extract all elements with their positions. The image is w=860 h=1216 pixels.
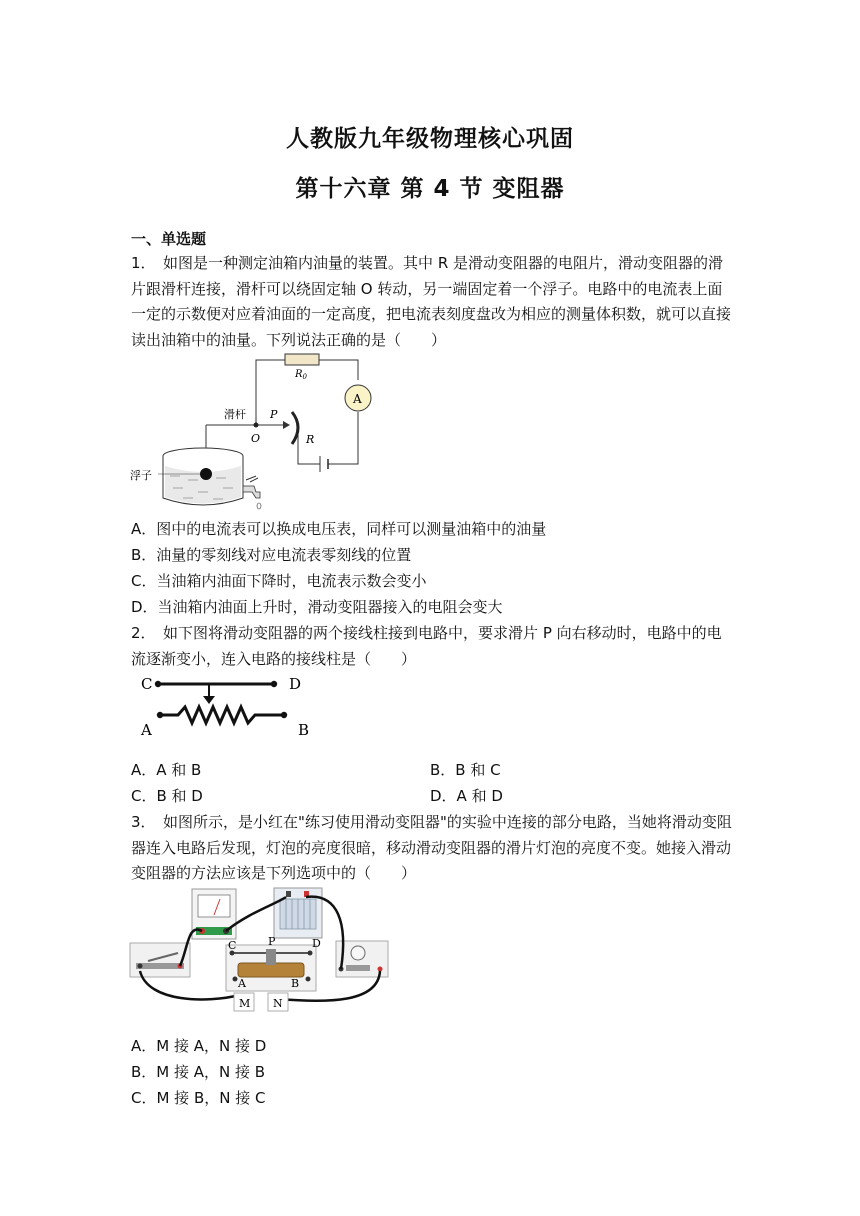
- ammeter-label: A: [353, 392, 362, 406]
- wire-m-label: M: [239, 997, 251, 1010]
- question-2-text: 2． 如下图将滑动变阻器的两个接线柱接到电路中，要求滑片 P 向右移动时，电路中的电流逐渐变小，连入电路的接线柱是（ ）: [131, 624, 722, 668]
- question-3-text: 3． 如图所示，是小红在"练习使用滑动变阻器"的实验中连接的部分电路，当她将滑动变阻器连入电路后发现，灯泡的亮度很暗，移动滑动变阻器的滑片灯泡的亮度不变。她接入滑动变阻器的方法应该是下列选项中的（ ）: [131, 813, 732, 882]
- q1-option-d: D．当油箱内油面上升时，滑动变阻器接入的电阻会变大: [131, 598, 503, 616]
- experiment-circuit-figure: [128, 883, 394, 1023]
- oil-gauge-figure: [128, 352, 388, 520]
- q3-option-a: A．M 接 A，N 接 D: [131, 1037, 267, 1055]
- terminal-d-label: D: [289, 675, 302, 693]
- slider-p-label: P: [268, 935, 276, 948]
- q2-option-b: B．B 和 C: [430, 761, 501, 779]
- q2-option-c: C．B 和 D: [131, 787, 203, 805]
- chapter-subtitle: 第十六章 第 4 节 变阻器: [295, 176, 565, 202]
- q1-option-c: C．当油箱内油面下降时，电流表示数会变小: [131, 572, 427, 590]
- q3-option-c: C．M 接 B，N 接 C: [131, 1089, 266, 1107]
- float-label: 浮子: [130, 469, 152, 482]
- terminal-a-label: A: [238, 977, 246, 990]
- slider-p-label: P: [270, 408, 278, 421]
- float-icon: [200, 468, 212, 480]
- terminal-b-label: B: [298, 721, 310, 739]
- question-1-text: 1． 如图是一种测定油箱内油量的装置。其中 R 是滑动变阻器的电阻片，滑动变阻器的滑片跟滑杆连接，滑杆可以绕固定轴 O 转动，另一端固定着一个浮子。电路中的电流表上面一定的示数便对应着油面的一定高度，把电流表刻度盘改为相应的测量体积数，就可以直接读出油箱中的油量。下列说法正确的是（ ）: [131, 254, 732, 349]
- terminal-d-label: D: [312, 937, 321, 950]
- slider-p-arrow: [203, 696, 215, 704]
- rheostat-r-arc: [292, 412, 298, 444]
- document-title: 人教版九年级物理核心巩固: [286, 126, 574, 152]
- q1-option-b: B．油量的零刻线对应电流表零刻线的位置: [131, 546, 412, 564]
- rheostat-r-label: R: [306, 433, 315, 446]
- q2-option-d: D．A 和 D: [430, 787, 503, 805]
- terminal-c-label: C: [228, 939, 237, 952]
- q3-option-b: B．M 接 A，N 接 B: [131, 1063, 266, 1081]
- rheostat-symbol-figure: [136, 670, 326, 742]
- r0-label: $R_0$: [295, 369, 307, 381]
- rod-label: 滑杆: [224, 408, 246, 421]
- terminal-c-label: C: [141, 675, 153, 693]
- terminal-a-label: A: [141, 721, 152, 739]
- q1-option-a: A．图中的电流表可以换成电压表，同样可以测量油箱中的油量: [131, 520, 547, 538]
- wire-n-label: N: [273, 997, 283, 1010]
- section-heading: 一、单选题: [131, 230, 207, 248]
- terminal-b-label: B: [291, 977, 300, 990]
- faucet-icon: [243, 486, 260, 498]
- pivot-o-label: O: [251, 432, 261, 445]
- q2-option-a: A．A 和 B: [131, 761, 202, 779]
- r0-resistor: [285, 354, 319, 365]
